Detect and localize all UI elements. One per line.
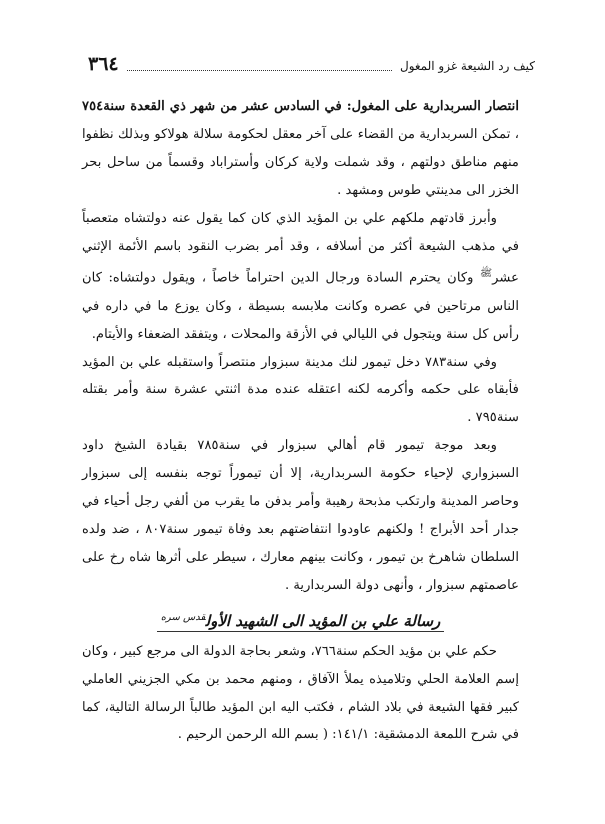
paragraph-timur-entry (82, 349, 519, 433)
header-dotted-rule (127, 56, 392, 71)
paragraph-text: وفي سنة٧٨٣ دخل تيمور لنك مدينة سبزوار منتصراً واستقبله علي بن المؤيد فأبقاه على حكمه وأكرمه لكنه اعتقله عنده مدة اثنتي عشرة سنة وأمر بقتله سنة٧٩٥ . (82, 354, 519, 426)
page-body (82, 93, 519, 749)
paragraph-letter-intro (82, 638, 519, 750)
honorific-glyph: ﷺ (479, 268, 493, 280)
section-title-text: رسالة علي بن المؤيد الى الشهيد الأول (205, 611, 441, 630)
paragraph-ali-ibn-muayyad (82, 205, 519, 349)
paragraph-text: وبعد موجة تيمور قام أهالي سبزوار في سنة٧٨٥ بقيادة الشيخ داود السبزواري لإحياء حكومة السربدارية، إلا أن تيموراً توجه بنفسه إلى سبزوار وحاصر المدينة وارتكب مذبحة رهيبة وأمر بدفن ما يقرب من ألفي رجل أحياء في جدار أحد الأبراج ! ولكنهم عاودوا انتفاضتهم بعد وفاة تيمور سنة٨٠٧ ، ضد ولده السلطان شاهرخ بن تيمور ، وكانت بينهم معارك ، سيطر على أثرها شاه رخ على عاصمتهم سبزوار ، وأنهى دولة السربدارية . (82, 438, 519, 593)
paragraph-sarbadar-victory (82, 93, 519, 205)
section-title-honorific: قدس سره (160, 611, 206, 623)
paragraph-text: حكم علي بن مؤيد الحكم سنة٧٦٦، وشعر بحاجة الدولة الى مرجع كبير ، وكان إسم العلامة الحلي وتلاميذه يملأ الآفاق ، ومنهم محمد بن مكي الجزيني العاملي كبير فقها الشيعة في بلاد الشام ، فكتب اليه ابن المؤيد طالباً الرسالة التالية، كما في شرح اللمعة الدمشقية: ١٤١/١: ( بسم الله الرحمن الرحيم . (82, 643, 519, 743)
running-title: كيف رد الشيعة غزو المغول (399, 59, 535, 73)
paragraph-text: ، تمكن السربدارية من القضاء على آخر معقل لحكومة سلالة هولاكو وبذلك نظفوا منهم مناطق دولتهم ، وقد شملت ولاية كركان وأستراباد وقسماً من ساحل بحر الخزر الى مدينتي طوس ومشهد . (82, 126, 519, 198)
page-header (88, 52, 535, 76)
paragraph-lead-heading: انتصار السربدارية على المغول: في السادس عشر من شهر ذي القعدة سنة٧٥٤ (82, 99, 519, 114)
paragraph-text: وكان يحترم السادة ورجال الدين احتراماً خاصاً ، ويقول دولتشاه: كان الناس مرتاحين في عصره وكانت ملابسه بسيطة ، وكان يوزع ما في داره في رأس كل سنة ويتجول في الليالي في الأزقة والمحلات ، ويتفقد الضعفاء والأيتام. (82, 270, 519, 342)
section-title (82, 606, 519, 633)
page-number: ٣٦٤ (88, 53, 119, 75)
paragraph-text: وأبرز قادتهم ملكهم علي بن المؤيد الذي كان كما يقول عنه دولتشاه متعصباً في مذهب الشيعة أكثر من أسلافه ، وقد أمر بضرب النقود باسم الأئمة الإثني عشر (82, 210, 519, 286)
paragraph-revolt (82, 432, 519, 599)
